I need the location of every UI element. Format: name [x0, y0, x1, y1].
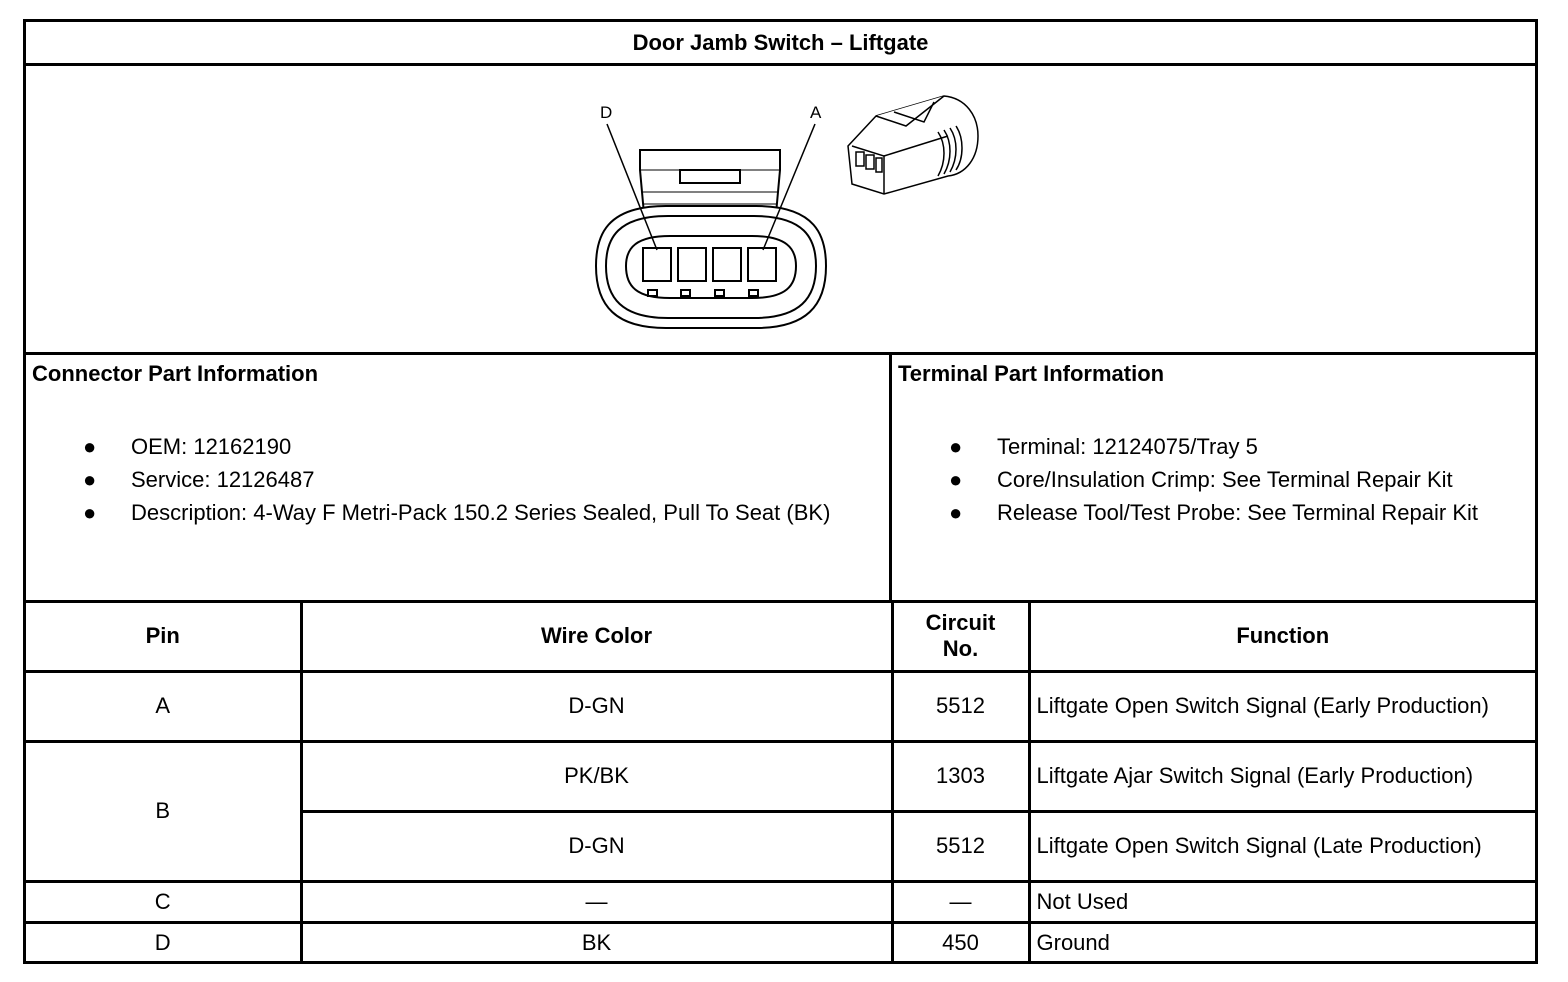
header-pin: Pin — [26, 603, 301, 671]
list-item — [26, 433, 886, 461]
bullet-icon: ● — [949, 434, 963, 459]
circuit-cell: 5512 — [892, 811, 1029, 881]
terminal-release-tool: Release Tool/Test Probe: See Terminal Repair Kit — [997, 500, 1478, 525]
pin-cell: C — [26, 881, 301, 922]
connector-service: Service: 12126487 — [131, 467, 315, 492]
wire-color-cell: BK — [301, 922, 892, 963]
function-cell: Liftgate Ajar Switch Signal (Early Production) — [1029, 741, 1535, 811]
connector-part-info — [26, 355, 892, 600]
pin-label-d: D — [600, 103, 613, 122]
header-wire-color: Wire Color — [301, 603, 892, 671]
connector-sheet — [23, 19, 1538, 964]
bullet-icon: ● — [83, 500, 97, 525]
circuit-cell: — — [892, 881, 1029, 922]
connector-info-heading: Connector Part Information — [32, 361, 319, 386]
page-title: Door Jamb Switch – Liftgate — [26, 22, 1535, 66]
table-row — [26, 922, 1535, 963]
connector-thumbnail — [848, 96, 978, 194]
bullet-icon: ● — [949, 500, 963, 525]
terminal-crimp: Core/Insulation Crimp: See Terminal Repair Kit — [997, 467, 1453, 492]
function-cell: Not Used — [1029, 881, 1535, 922]
function-cell: Liftgate Open Switch Signal (Early Production) — [1029, 671, 1535, 741]
pin-label-a: A — [810, 103, 822, 122]
list-item — [26, 466, 886, 494]
pin-table — [26, 603, 1535, 963]
connector-face-drawing — [26, 66, 1535, 352]
table-row — [26, 741, 1535, 811]
connector-description: Description: 4-Way F Metri-Pack 150.2 Series Sealed, Pull To Seat (BK) — [131, 500, 831, 525]
header-function: Function — [1029, 603, 1535, 671]
wire-color-cell: D-GN — [301, 671, 892, 741]
terminal-part-info — [892, 355, 1535, 600]
function-cell: Ground — [1029, 922, 1535, 963]
table-row — [26, 671, 1535, 741]
list-item — [892, 433, 1532, 461]
circuit-cell: 1303 — [892, 741, 1029, 811]
list-item — [892, 466, 1532, 494]
connector-info-list — [26, 433, 886, 532]
connector-diagram — [26, 66, 1535, 355]
terminal-info-heading: Terminal Part Information — [898, 361, 1165, 386]
header-circuit-line2: No. — [942, 636, 979, 662]
header-circuit-line1: Circuit — [925, 610, 996, 636]
list-item — [892, 499, 1532, 527]
table-header-row — [26, 603, 1535, 671]
wire-color-cell: D-GN — [301, 811, 892, 881]
header-circuit — [892, 603, 1029, 671]
bullet-icon: ● — [83, 467, 97, 492]
circuit-cell: 450 — [892, 922, 1029, 963]
connector-oem: OEM: 12162190 — [131, 434, 292, 459]
table-row — [26, 881, 1535, 922]
list-item — [26, 499, 886, 527]
connector-housing — [596, 150, 826, 328]
function-cell: Liftgate Open Switch Signal (Late Production) — [1029, 811, 1535, 881]
part-info-row — [26, 355, 1535, 603]
terminal-number: Terminal: 12124075/Tray 5 — [997, 434, 1258, 459]
terminal-info-list — [892, 433, 1532, 532]
bullet-icon: ● — [949, 467, 963, 492]
wire-color-cell: PK/BK — [301, 741, 892, 811]
pin-cell: D — [26, 922, 301, 963]
bullet-icon: ● — [83, 434, 97, 459]
wire-color-cell: — — [301, 881, 892, 922]
pin-cell: B — [26, 741, 301, 881]
pin-cell: A — [26, 671, 301, 741]
circuit-cell: 5512 — [892, 671, 1029, 741]
